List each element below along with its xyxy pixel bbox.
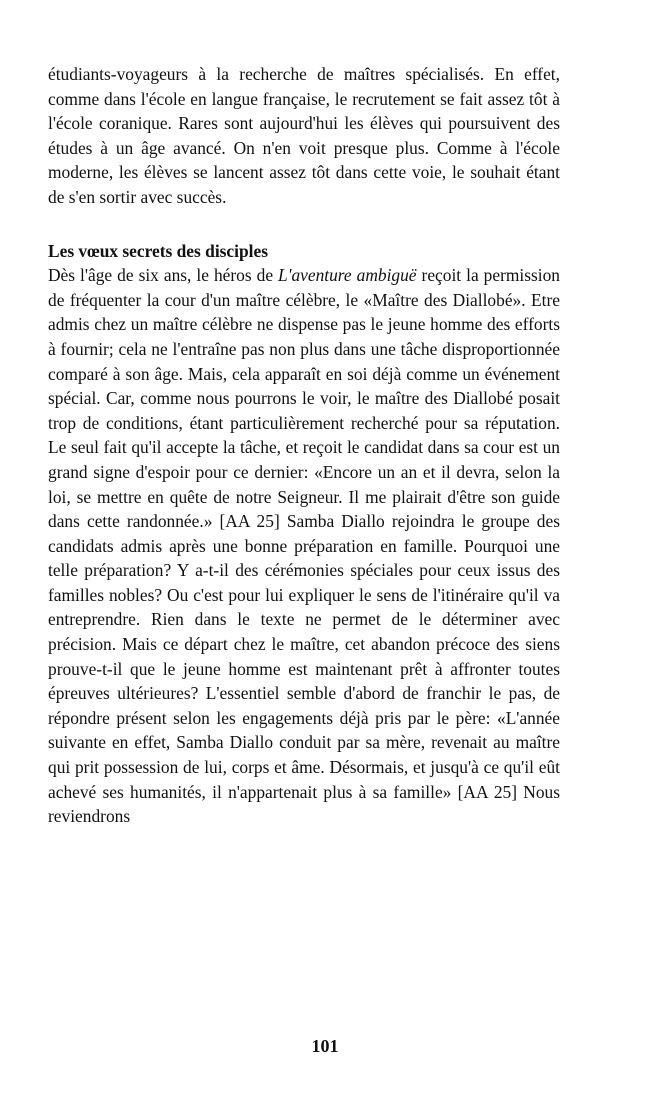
- paragraph-main-lead: Dès l'âge de six ans, le héros de: [48, 265, 279, 286]
- paragraph-intro: étudiants-voyageurs à la recherche de maîtres spécialisés. En effet, comme dans l'école en langue française, le recrutement se fait assez tôt à l'école coranique. Rares sont aujourd'hui les élèves qui poursuivent des études à un âge avancé. On n'en voit presque plus. Comme à l'école moderne, les élèves se lancent assez tôt dans cette voie, le souhait étant de s'en sortir avec succès.: [48, 64, 560, 207]
- section-heading: Les vœux secrets des disciples: [48, 240, 268, 261]
- page-body: [48, 62, 560, 829]
- page-number: 101: [311, 1036, 339, 1056]
- book-title: L'aventure ambiguë: [278, 265, 417, 286]
- paragraph-main: [48, 263, 560, 829]
- paragraph-main-rest: reçoit la permission de fréquenter la cour d'un maître célèbre, le «Maître des Diallobé». Etre admis chez un maître célèbre ne dispense pas le jeune homme des efforts à fournir; cela ne l'entraîne pas non plus dans une tâche disproportionnée comparé à son âge. Mais, cela apparaît en soi déjà comme un événement spécial. Car, comme nous pourrons le voir, le maître des Diallobé posait trop de conditions, étant particulièrement recherché pour sa réputation. Le seul fait qu'il accepte la tâche, et reçoit le candidat dans sa cour est un grand signe d'espoir pour ce dernier: «Encore un an et il devra, selon la loi, se mettre en quête de notre Seigneur. Il me plairait d'être son guide dans cette randonnée.» [AA 25] Samba Diallo rejoindra le groupe des candidats admis après une bonne préparation en famille. Pourquoi une telle préparation? Y a-t-il des cérémonies spéciales pour ceux issus des familles nobles? Ou c'est pour lui expliquer le sens de l'itinéraire qu'il va entreprendre. Rien dans le texte ne permet de le déterminer avec précision. Mais ce départ chez le maître, cet abandon précoce des siens prouve-t-il que le jeune homme est maintenant prêt à affronter toutes épreuves ultérieures? L'essentiel semble d'abord de franchir le pas, de répondre présent selon les engagements déjà pris par le père: «L'année suivante en effet, Samba Diallo conduit par sa mère, revenait au maître qui prit possession de lui, corps et âme. Désormais, et jusqu'à ce qu'il eût achevé ses humanités, il n'appartenait plus à sa famille» [AA 25] Nous reviendrons: [48, 265, 560, 827]
